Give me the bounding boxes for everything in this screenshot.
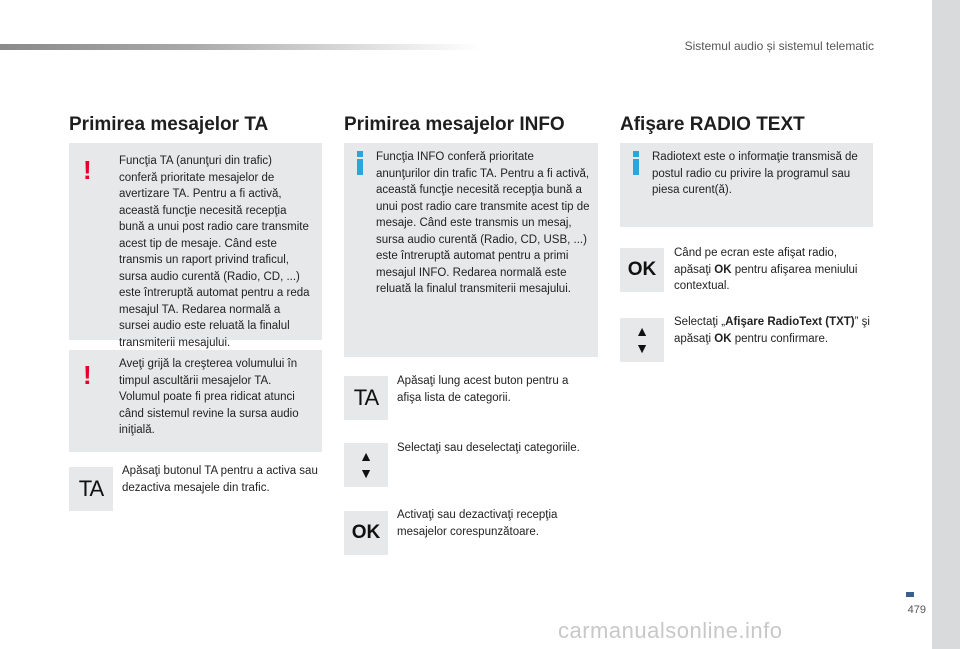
info-icon [356, 151, 364, 175]
warning-panel-volume [69, 350, 322, 452]
ta-button[interactable] [69, 467, 113, 511]
ok-button[interactable] [620, 248, 664, 292]
ta-button[interactable] [344, 376, 388, 420]
section-title-info: Primirea mesajelor INFO [344, 114, 565, 135]
header-gradient-bar [0, 44, 480, 50]
warning-icon: ! [83, 155, 92, 185]
arrow-up-icon[interactable]: ▲ [359, 448, 373, 464]
arrows-description: Selectaţi sau deselectaţi categoriile. [397, 442, 580, 454]
ta-button-label: TA [78, 476, 104, 501]
arrow-buttons[interactable] [620, 318, 664, 362]
warning-text-ta: Funcţia TA (anunţuri din trafic) conferă prioritate mesajelor de avertizare TA. Pentru a fi activă, această funcţie necesită recepţia bună a unui post radio care transmite acest tip de mesaje. Când este transmis un raport privind traficul, sursa audio curentă (Radio, CD, ...) este întreruptă automat pentru a reda mesajul TA. Redarea normală a sursei audio este reluată la finalul transmiterii mesajului. [119, 155, 310, 349]
page-header-title: Sistemul audio și sistemul telematic [684, 39, 874, 53]
info-icon [632, 151, 640, 175]
ok-button-description: Activaţi sau dezactivaţi recepţia mesajelor corespunzătoare. [397, 509, 558, 538]
warning-icon: ! [83, 360, 92, 390]
warning-panel-ta [69, 143, 322, 349]
ok-button[interactable] [344, 511, 388, 555]
info-text-radiotext: Radiotext este o informaţie transmisă de postul radio cu privire la programul sau piesa curent(ă). [652, 151, 858, 196]
ta-button-label: TA [353, 385, 379, 410]
section-title-ta: Primirea mesajelor TA [69, 114, 269, 135]
select-radiotext-description: Selectaţi „Afişare RadioText (TXT)” şi apăsaţi OK pentru confirmare. [674, 316, 870, 345]
page-number: 479 [907, 604, 926, 616]
page-marker [906, 592, 914, 597]
info-text-info: Funcţia INFO conferă prioritate anunţurilor din trafic TA. Pentru a fi activă, această funcţie necesită recepţia bună a unui post radio care transmite acest tip de mesaje. Când este transmis un mesaj, sursa audio curentă (Radio, CD, USB, ...) este întreruptă automat pentru a primi mesajul INFO. Redarea normală este reluată la finalul transmiterii mesajului. [376, 151, 590, 295]
ok-button-label: OK [627, 259, 657, 280]
ok-context-menu-description: Când pe ecran este afişat radio, apăsaţi OK pentru afişarea meniului contextual. [674, 247, 858, 292]
info-panel-info [344, 143, 598, 357]
arrow-down-icon[interactable]: ▼ [359, 465, 373, 481]
arrow-down-icon[interactable]: ▼ [635, 340, 649, 356]
info-panel-radiotext [620, 143, 873, 227]
arrow-up-icon[interactable]: ▲ [635, 323, 649, 339]
ta-long-press-description: Apăsaţi lung acest buton pentru a afişa lista de categorii. [397, 375, 569, 404]
warning-text-volume: Aveţi grijă la creşterea volumului în timpul ascultării mesajelor TA. Volumul poate fi prea ridicat atunci când sistemul revine la sursa audio iniţială. [119, 358, 299, 436]
watermark: carmanualsonline.info [558, 618, 783, 643]
ok-button-label: OK [351, 522, 381, 543]
side-strip [932, 0, 960, 649]
arrow-buttons[interactable] [344, 443, 388, 487]
section-title-radiotext: Afişare RADIO TEXT [620, 114, 805, 135]
ta-button-description: Apăsaţi butonul TA pentru a activa sau dezactiva mesajele din trafic. [122, 465, 318, 494]
